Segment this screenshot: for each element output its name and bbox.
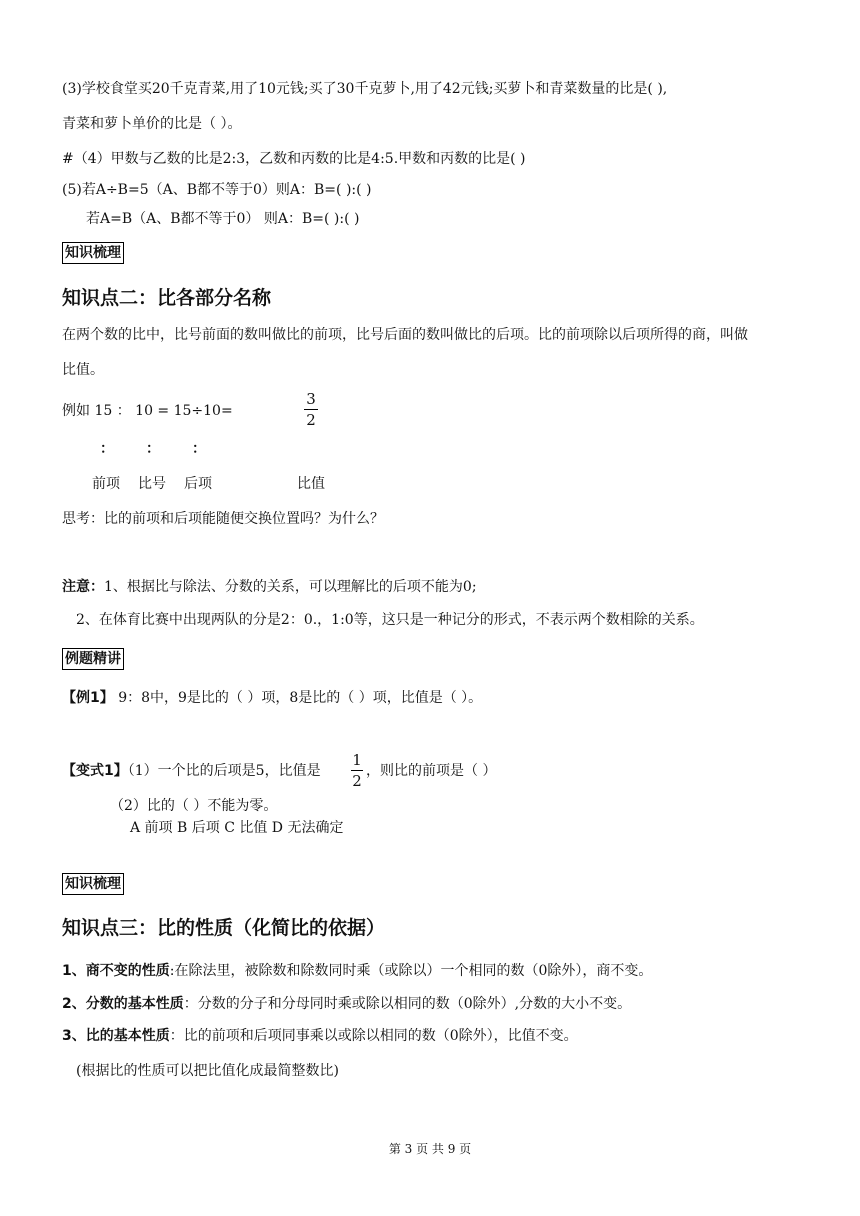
variant-1-q2: （2）比的（ ）不能为零。 — [110, 798, 278, 814]
note-label: 注意： — [62, 579, 104, 595]
property-3-text: ：比的前项和后项同事乘以或除以相同的数（0除外），比值不变。 — [169, 1028, 578, 1044]
note-text-1: 1、根据比与除法、分数的关系，可以理解比的后项不能为0; — [104, 579, 477, 595]
fraction-bar — [351, 770, 363, 771]
example-1-tag: 【例1】 — [62, 690, 114, 706]
label-ratio-sign: 比号 — [138, 476, 166, 492]
q5-line-1: (5)若A÷B=5（A、B都不等于0）则A：B=( ):( ) — [62, 182, 372, 198]
q3-line-2: 青菜和萝卜单价的比是（ ）。 — [62, 116, 242, 132]
property-1 — [62, 962, 652, 980]
example-colon-3: ： — [192, 441, 206, 457]
note-line-2: 2、在体育比赛中出现两队的分是2：0.，1:0等，这只是一种记分的形式，不表示两个数相除的关系。 — [76, 612, 704, 628]
variant-1-fraction — [351, 751, 363, 790]
fraction-denominator: 2 — [306, 411, 316, 429]
property-2-label: 2、分数的基本性质 — [62, 996, 184, 1012]
section-label-knowledge-1: 知识梳理 — [62, 242, 124, 264]
label-back-term: 后项 — [184, 476, 212, 492]
note-line-1 — [62, 578, 477, 596]
example-colon-1: ： — [100, 441, 114, 457]
fraction-numerator: 1 — [352, 751, 362, 769]
q5-line-2: 若A=B（A、B都不等于0） 则A：B=( ):( ) — [86, 211, 360, 227]
kp2-title: 知识点二：比各部分名称 — [62, 287, 272, 309]
q3-line-1: (3)学校食堂买20千克青菜,用了10元钱;买了30千克萝卜,用了42元钱;买萝卜和青菜数量的比是( ), — [62, 81, 668, 97]
kp2-text-1: 在两个数的比中，比号前面的数叫做比的前项，比号后面的数叫做比的后项。比的前项除以后项所得的商，叫做 — [62, 327, 748, 343]
property-1-text: :在除法里，被除数和除数同时乘（或除以）一个相同的数（0除外），商不变。 — [169, 963, 653, 979]
example-colon-2: ： — [146, 441, 160, 457]
variant-1-text-b: ，则比的前项是（ ） — [366, 763, 497, 779]
property-1-label: 1、商不变的性质 — [62, 963, 170, 979]
fraction-numerator: 3 — [306, 390, 316, 408]
fraction-denominator: 2 — [352, 772, 362, 790]
property-2-text: ：分数的分子和分母同时乘或除以相同的数（0除外）,分数的大小不变。 — [183, 996, 632, 1012]
property-3 — [62, 1027, 578, 1045]
variant-1-text-a: （1）一个比的后项是5，比值是 — [127, 763, 321, 779]
property-2 — [62, 995, 631, 1013]
example-1 — [62, 689, 482, 707]
page-footer: 第 3 页 共 9 页 — [388, 1142, 472, 1156]
kp2-text-2: 比值。 — [62, 362, 104, 378]
section-label-knowledge-2: 知识梳理 — [62, 873, 124, 895]
property-3-label: 3、比的基本性质 — [62, 1028, 170, 1044]
section-label-examples: 例题精讲 — [62, 648, 124, 670]
property-note: (根据比的性质可以把比值化成最简整数比) — [76, 1063, 339, 1079]
kp3-title: 知识点三：比的性质（化简比的依据） — [62, 917, 386, 939]
example-fraction — [304, 390, 318, 429]
example-line: 例如 15 ： 10 = 15÷10= — [62, 403, 233, 419]
variant-1-q1 — [62, 762, 321, 780]
example-1-text: 9：8中，9是比的（ ）项，8是比的（ ）项，比值是（ ）。 — [118, 690, 483, 706]
q4-line: #（4）甲数与乙数的比是2:3，乙数和丙数的比是4:5.甲数和丙数的比是( ) — [62, 151, 526, 167]
variant-1-tag: 【变式1】 — [62, 763, 128, 779]
label-ratio-value: 比值 — [297, 476, 325, 492]
label-front-term: 前项 — [92, 476, 120, 492]
think-question: 思考：比的前项和后项能随便交换位置吗？为什么？ — [62, 511, 384, 527]
variant-1-options: A 前项 B 后项 C 比值 D 无法确定 — [130, 820, 344, 836]
fraction-bar — [304, 409, 318, 410]
